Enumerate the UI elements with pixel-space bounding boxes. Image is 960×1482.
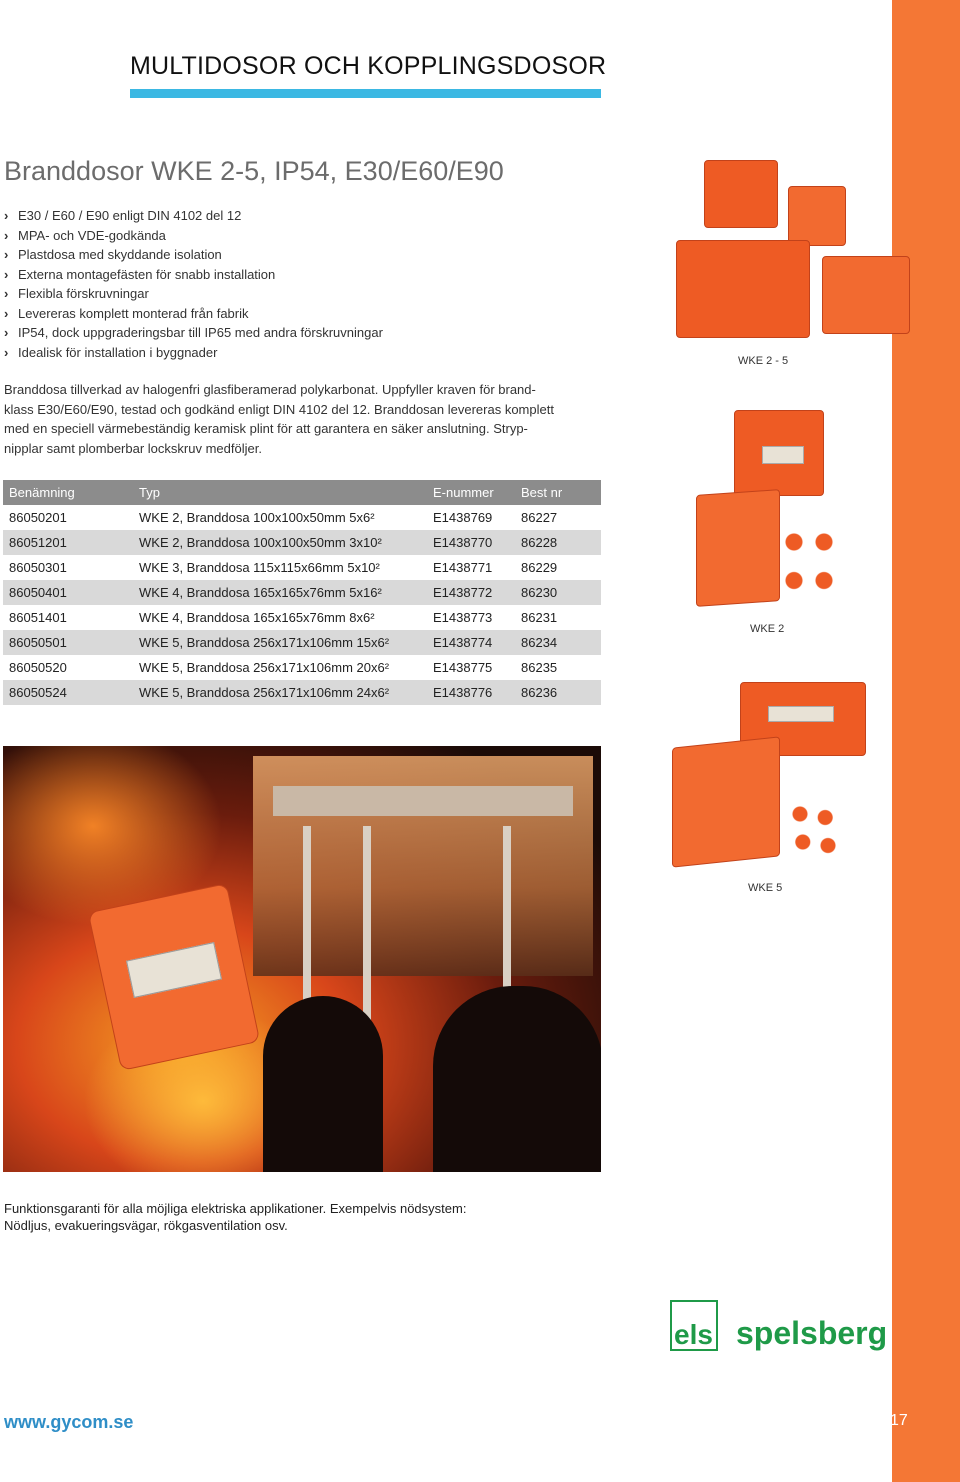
els-spelsberg-logo bbox=[670, 1300, 886, 1367]
table-row bbox=[3, 530, 601, 555]
table-cell: E1438772 bbox=[427, 580, 515, 605]
table-cell: WKE 4, Branddosa 165x165x76mm 5x16² bbox=[133, 580, 427, 605]
column-header: Benämning bbox=[3, 480, 133, 505]
chevron-right-icon: › bbox=[4, 344, 9, 360]
table-cell: 86050524 bbox=[3, 680, 133, 705]
page-number: 17 bbox=[890, 1412, 908, 1429]
table-cell: E1438769 bbox=[433, 510, 493, 525]
feature-item: › MPA- och VDE-godkända bbox=[4, 226, 383, 246]
table-row bbox=[3, 680, 601, 705]
table-cell: E1438776 bbox=[427, 680, 515, 705]
table-cell: 86050301 bbox=[9, 560, 67, 575]
chevron-right-icon: › bbox=[4, 227, 9, 243]
table-cell: WKE 5, Branddosa 256x171x106mm 15x6² bbox=[133, 630, 427, 655]
table-cell: 86231 bbox=[521, 610, 558, 625]
table-cell: WKE 4, Branddosa 165x165x76mm 8x6² bbox=[139, 610, 375, 625]
table-cell: 86050501 bbox=[3, 630, 133, 655]
product-title: Branddosor WKE 2-5, IP54, E30/E60/E90 bbox=[4, 156, 504, 186]
feature-list bbox=[4, 206, 383, 362]
feature-item: › Externa montagefästen för snabb installation bbox=[4, 265, 383, 285]
table-header-row bbox=[3, 480, 601, 505]
table-cell: E1438771 bbox=[433, 560, 493, 575]
table-cell: 86230 bbox=[515, 580, 601, 605]
table-cell: E1438775 bbox=[433, 660, 493, 675]
chevron-right-icon: › bbox=[4, 325, 9, 340]
table-row bbox=[3, 655, 601, 680]
feature-item: › Plastdosa med skyddande isolation bbox=[4, 245, 383, 265]
table-row bbox=[3, 630, 601, 655]
table-cell: 86051401 bbox=[9, 610, 67, 625]
table-cell: WKE 5, Branddosa 256x171x106mm 24x6² bbox=[133, 680, 427, 705]
orange-side-band bbox=[892, 0, 960, 1482]
table-row bbox=[3, 605, 601, 630]
fire-scene-photo bbox=[3, 746, 601, 1172]
table-cell: 86235 bbox=[521, 660, 558, 675]
footer-url-link[interactable]: www.gycom.se bbox=[4, 1412, 134, 1432]
chevron-right-icon: › bbox=[4, 286, 9, 301]
chevron-right-icon: › bbox=[4, 208, 9, 223]
chevron-right-icon: › bbox=[4, 266, 9, 282]
product-table bbox=[3, 480, 601, 705]
feature-item: › Levereras komplett monterad från fabrik bbox=[4, 304, 383, 324]
table-cell: 86228 bbox=[515, 530, 601, 555]
chevron-right-icon: › bbox=[4, 247, 9, 262]
spelsberg-logo-text: spelsberg bbox=[736, 1315, 886, 1351]
table-cell: 86234 bbox=[515, 630, 601, 655]
table-cell: 86236 bbox=[515, 680, 601, 705]
table-cell: E1438774 bbox=[427, 630, 515, 655]
table-cell: 86050520 bbox=[9, 660, 67, 675]
product-label: WKE 2 - 5 bbox=[738, 355, 789, 367]
column-header: Best nr bbox=[515, 480, 601, 505]
chevron-right-icon: › bbox=[4, 305, 9, 321]
table-cell: 86050201 bbox=[9, 510, 67, 525]
feature-item: › E30 / E60 / E90 enligt DIN 4102 del 12 bbox=[4, 206, 383, 226]
table-cell: WKE 2, Branddosa 100x100x50mm 3x10² bbox=[133, 530, 427, 555]
table-cell: E1438770 bbox=[427, 530, 515, 555]
table-cell: WKE 3, Branddosa 115x115x66mm 5x10² bbox=[139, 560, 380, 575]
table-row bbox=[3, 505, 601, 530]
feature-item: › IP54, dock uppgraderingsbar till IP65 med andra förskruvningar bbox=[4, 323, 383, 343]
table-cell: 86227 bbox=[521, 510, 558, 525]
product-label: WKE 5 bbox=[748, 882, 783, 894]
els-logo-text: els bbox=[674, 1319, 713, 1350]
table-cell: 86229 bbox=[521, 560, 558, 575]
table-cell: 86050401 bbox=[3, 580, 133, 605]
table-row bbox=[3, 580, 601, 605]
table-cell: E1438773 bbox=[433, 610, 493, 625]
section-title: MULTIDOSOR OCH KOPPLINGSDOSOR bbox=[130, 52, 607, 80]
header-rule bbox=[130, 89, 601, 98]
table-cell: WKE 5, Branddosa 256x171x106mm 20x6² bbox=[139, 660, 390, 675]
column-header: Typ bbox=[133, 480, 427, 505]
table-cell: 86051201 bbox=[3, 530, 133, 555]
product-description: Branddosa tillverkad av halogenfri glasfiberamerad polykarbonat. Uppfyller kraven för brand- klass E30/E60/E90, testad och godkänd enligt DIN 4102 del 12. Branddosan levereras komplett med en speciell värmebeständig keramisk plint för att garantera en säker anslutning. Stryp- nipplar samt plomberbar lockskruv medföljer. bbox=[4, 382, 554, 456]
table-cell: WKE 2, Branddosa 100x100x50mm 5x6² bbox=[139, 510, 375, 525]
feature-item: › Idealisk för installation i byggnader bbox=[4, 343, 383, 363]
table-row bbox=[3, 555, 601, 580]
feature-item: › Flexibla förskruvningar bbox=[4, 284, 383, 304]
column-header: E-nummer bbox=[427, 480, 515, 505]
photo-caption: Funktionsgaranti för alla möjliga elektriska applikationer. Exempelvis nödsystem: Nödljus, evakueringsvägar, rökgasventilation osv. bbox=[4, 1201, 467, 1233]
product-label: WKE 2 bbox=[750, 623, 785, 635]
